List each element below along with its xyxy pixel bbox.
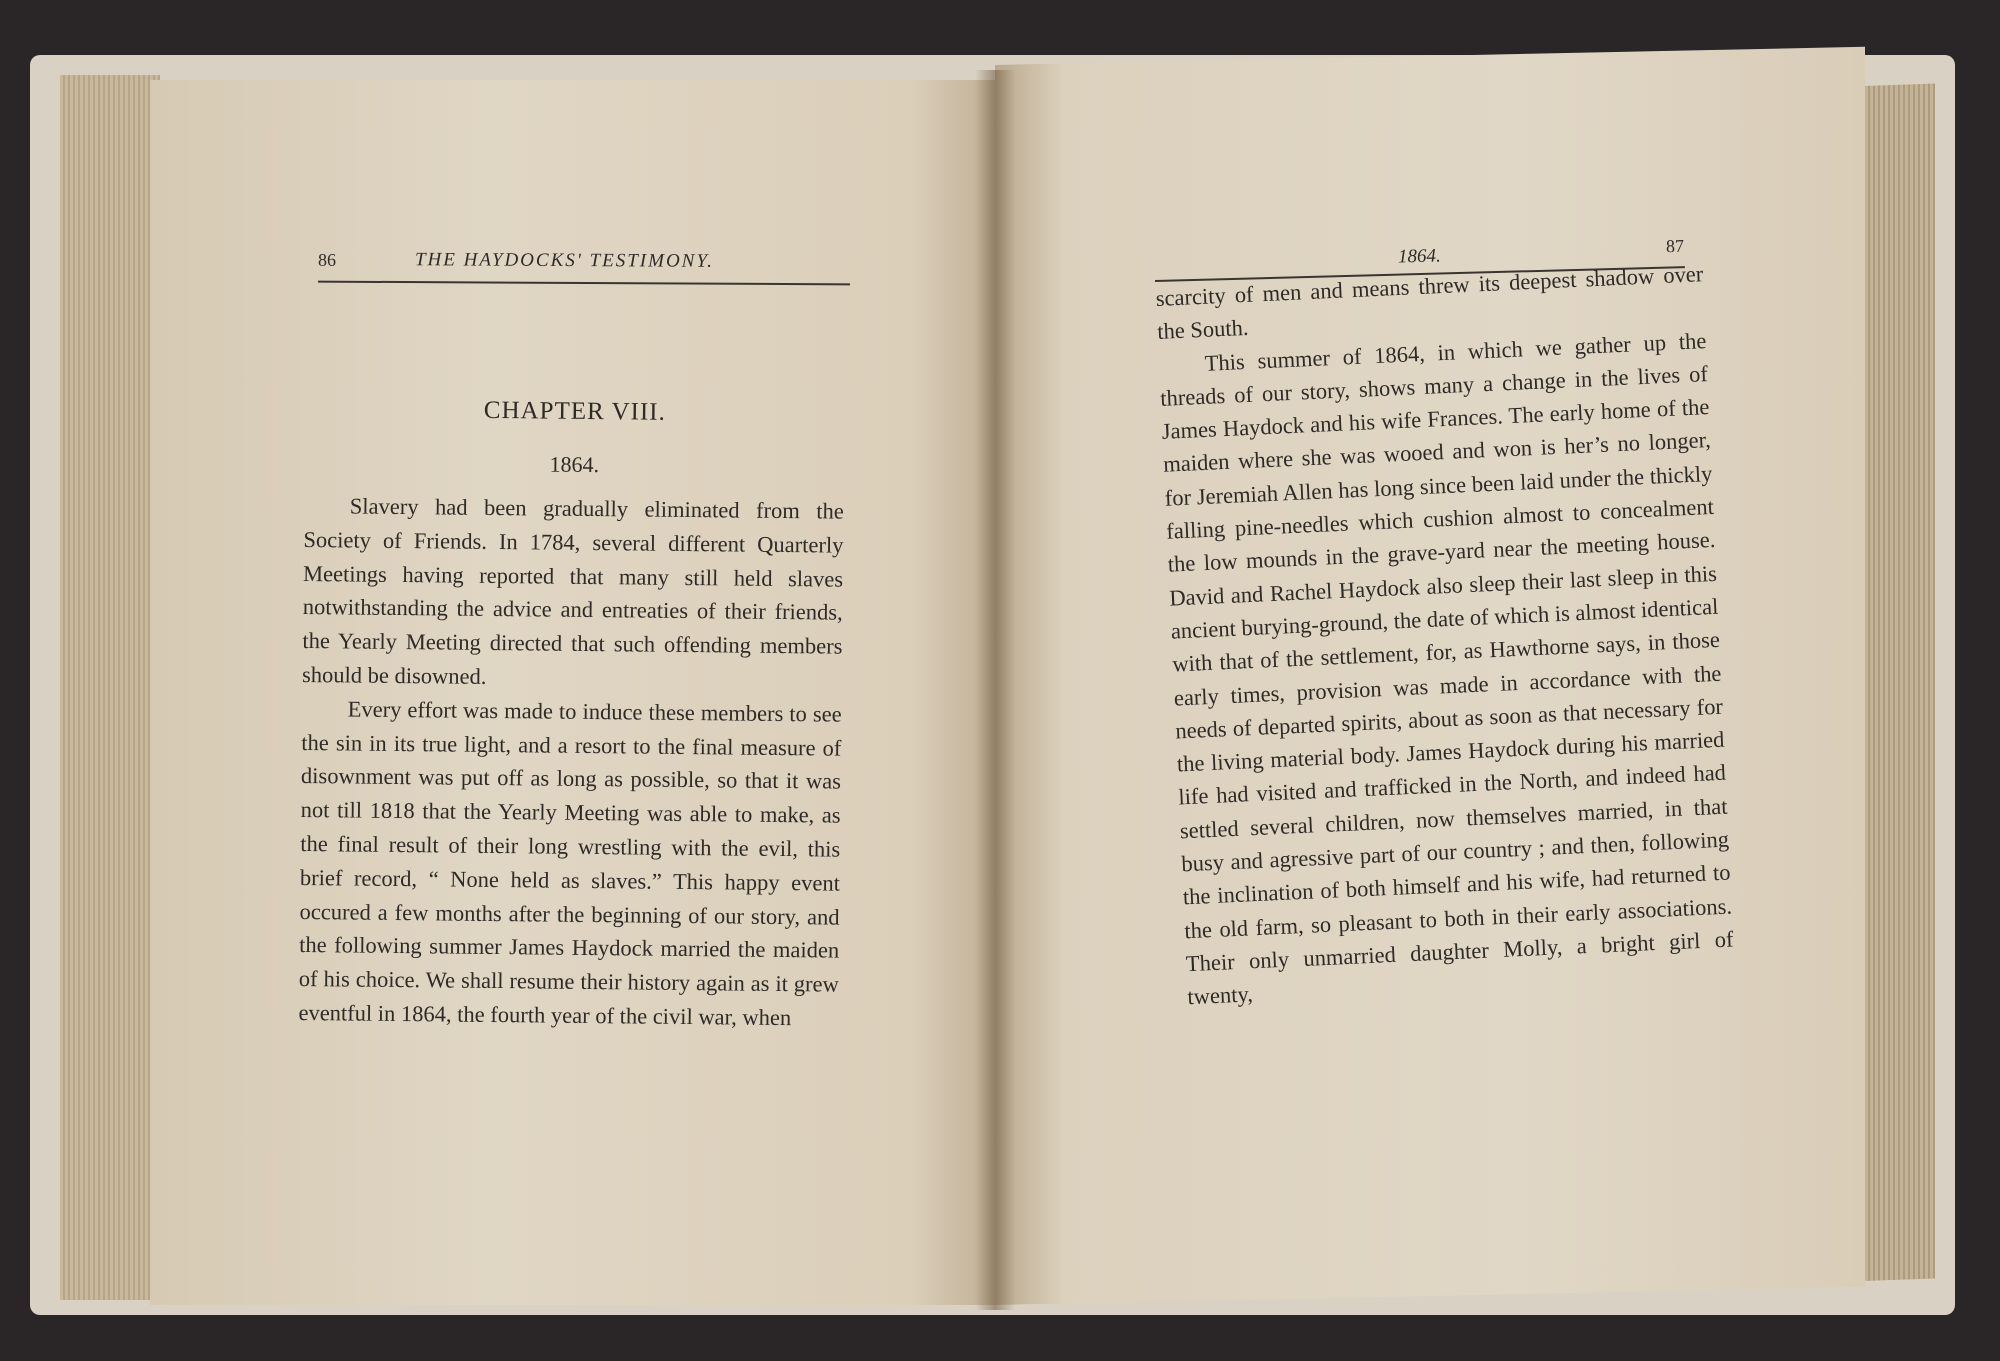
left-page-body xyxy=(298,395,845,1035)
right-page-number: 87 xyxy=(1665,235,1685,257)
right-page-body xyxy=(1155,257,1736,1014)
left-running-head: THE HAYDOCKS' TESTIMONY. xyxy=(414,249,715,272)
book-gutter xyxy=(975,70,1015,1310)
chapter-year: 1864. xyxy=(549,451,600,478)
left-paragraph-1: Slavery had been gradually eliminated from the Society of Friends. In 1784, several different Quarterly Meetings having reported that many still held slaves notwithstanding the advice and entreaties of their friends, the Yearly Meeting directed that such offending members should be disowned. xyxy=(301,493,844,689)
right-paragraph-1: scarcity of men and means threw its deepest shadow over the South. xyxy=(1155,261,1704,345)
right-running-head: 1864. xyxy=(1397,245,1442,268)
left-paragraph-2: Every effort was made to induce these members to see the sin in its true light, and a resort to the final measure of disownment was put off as long as possible, so that it was not till 1818 that the Yearly Meeting was able to make, as the final result of their long wrestling with the evil, this brief record, “ None held as slaves.” This happy event occured a few months after the beginning of our story, and the following summer James Haydock married the maiden of his choice. We shall resume their history again as it grew eventful in 1864, the fourth year of the civil war, when xyxy=(298,696,842,1031)
chapter-title: CHAPTER VIII. xyxy=(483,396,666,426)
left-page-edges xyxy=(60,75,160,1300)
right-paragraph-2: This summer of 1864, in which we gather up the threads of our story, shows many a change in the lives of James Haydock and his wife Frances. The early home of the maiden where she was wooed and won is her’s no longer, for Jeremiah Allen has long since been laid under the thickly falling pine-needles which cushion almost to concealment the low mounds in the grave-yard near the meeting house. David and Rachel Haydock also sleep their last sleep in this ancient burying-ground, the date of which is almost identical with that of the settlement, for, as Hawthorne says, in those early times, provision was made in accordance with the needs of departed spirits, about as soon as that necessary for the living material body. James Haydock during his married life had visited and trafficked in the North, and indeed had settled several children, now themselves married, in that busy and agressive part of our country ; and then, following the inclination of both himself and his wife, had returned to the old farm, so pleasant to both in their early associations. Their only unmarried daughter Molly, a bright girl of twenty, xyxy=(1159,327,1734,1010)
left-page-number: 86 xyxy=(318,250,336,270)
